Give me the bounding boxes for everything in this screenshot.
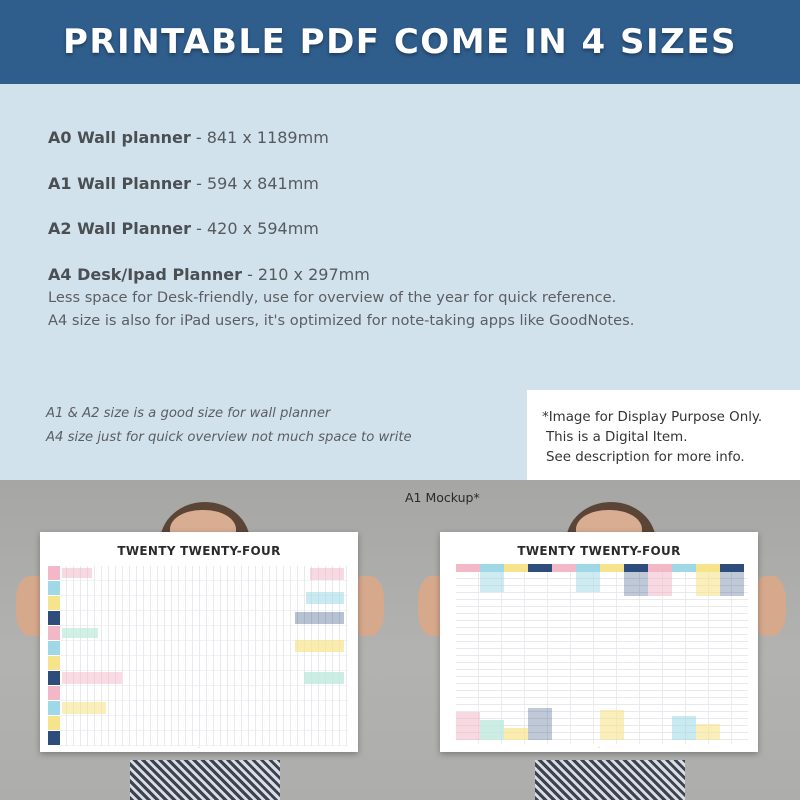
a4-description-line-1: Less space for Desk-friendly, use for overview of the year for quick reference. [48, 289, 617, 306]
month-header [480, 564, 504, 572]
month-header [720, 564, 744, 572]
weekend-highlight [696, 572, 720, 596]
size-name: A4 Desk/Ipad Planner [48, 265, 242, 284]
planner-grid [60, 566, 348, 746]
month-tab [48, 566, 60, 580]
weekend-highlight [304, 672, 344, 684]
weekend-highlight [306, 592, 344, 604]
month-tab [48, 701, 60, 715]
month-tab [48, 626, 60, 640]
planner-poster-horizontal [40, 532, 358, 752]
weekend-highlight [648, 572, 672, 596]
month-header [696, 564, 720, 572]
size-a1 [48, 174, 319, 193]
size-name: A0 Wall planner [48, 128, 191, 147]
mockup-label: A1 Mockup* [405, 490, 480, 505]
weekend-highlight [62, 628, 98, 638]
weekend-highlight [480, 720, 504, 740]
month-header [504, 564, 528, 572]
a4-description-line-2: A4 size is also for iPad users, it's optimized for note-taking apps like GoodNotes. [48, 312, 635, 329]
month-tab [48, 671, 60, 685]
size-dims: - 594 x 841mm [191, 174, 319, 193]
size-dims: - 841 x 1189mm [190, 128, 329, 147]
month-header [600, 564, 624, 572]
month-header [456, 564, 480, 572]
month-header [624, 564, 648, 572]
month-tab [48, 596, 60, 610]
month-header [552, 564, 576, 572]
weekend-highlight [672, 716, 696, 740]
month-tab [48, 716, 60, 730]
weekend-highlight [696, 724, 720, 740]
note-line-2: A4 size just for quick overview not much space to write [46, 430, 412, 445]
month-header [528, 564, 552, 572]
weekend-highlight [504, 728, 528, 740]
weekend-highlight [720, 572, 744, 596]
month-tab [48, 686, 60, 700]
poster-title: TWENTY TWENTY-FOUR [517, 544, 681, 558]
note-line-1: A1 & A2 size is a good size for wall planner [46, 406, 331, 421]
shirt [535, 760, 685, 800]
weekend-highlight [295, 612, 344, 624]
size-dims: - 420 x 594mm [191, 219, 319, 238]
size-name: A2 Wall Planner [48, 219, 192, 238]
weekend-highlight [62, 672, 122, 684]
weekend-highlight [62, 702, 106, 714]
month-tab [48, 656, 60, 670]
month-header [648, 564, 672, 572]
poster-footer: • [598, 745, 600, 749]
weekend-highlight [528, 708, 552, 740]
planner-poster-vertical [440, 532, 758, 752]
weekend-highlight [624, 572, 648, 596]
shirt [130, 760, 280, 800]
mockup-photo [0, 480, 800, 800]
size-dims: - 210 x 297mm [241, 265, 370, 284]
header-banner [0, 0, 800, 84]
size-a4 [48, 265, 370, 284]
poster-title: TWENTY TWENTY-FOUR [117, 544, 281, 558]
weekend-highlight [600, 710, 624, 740]
disclaimer-box [527, 390, 800, 480]
disclaimer-line-3: See description for more info. [546, 450, 745, 465]
weekend-highlight [480, 572, 504, 592]
month-tab [48, 581, 60, 595]
poster-footer: • [198, 745, 200, 749]
size-a2 [48, 219, 319, 238]
disclaimer-line-1: *Image for Display Purpose Only. [542, 410, 763, 425]
month-tab [48, 611, 60, 625]
weekend-highlight [456, 712, 480, 740]
disclaimer-line-2: This is a Digital Item. [546, 430, 688, 445]
weekend-highlight [576, 572, 600, 592]
month-tab [48, 731, 60, 745]
weekend-highlight [295, 640, 344, 652]
month-header [672, 564, 696, 572]
month-tab [48, 641, 60, 655]
size-a0 [48, 128, 329, 147]
size-name: A1 Wall Planner [48, 174, 192, 193]
weekend-highlight [62, 568, 92, 578]
month-header [576, 564, 600, 572]
weekend-highlight [310, 568, 344, 580]
page-title: PRINTABLE PDF COME IN 4 SIZES [62, 22, 738, 62]
